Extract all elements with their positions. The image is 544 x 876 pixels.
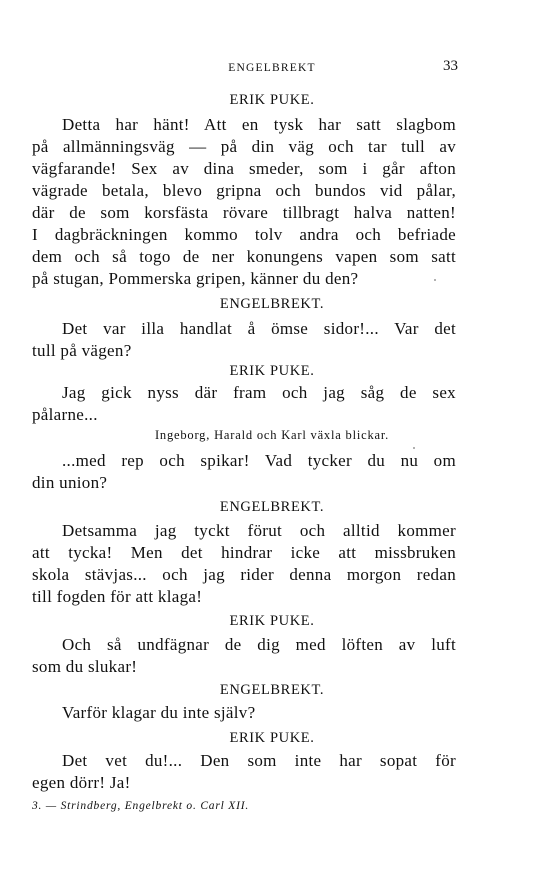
dialogue-line: till fogden för att klaga! [32, 587, 203, 606]
dialogue-line: Och så undfägnar de dig med löften av luft [62, 635, 456, 654]
dialogue-line: I dagbräckningen kommo tolv andra och befriade [32, 225, 456, 244]
dialogue-line: din union? [32, 473, 108, 492]
speaker-label: ERIK PUKE. [229, 730, 315, 746]
stage-direction: Ingeborg, Harald och Karl växla blickar. [154, 428, 390, 442]
dialogue-line: Det vet du!... Den som inte har sopat för [62, 751, 456, 770]
dialogue-line: som du slukar! [32, 657, 138, 676]
speaker-label: ERIK PUKE. [229, 363, 315, 379]
print-speck [434, 279, 436, 281]
dialogue-line: Det var illa handlat å ömse sidor!... Var det [62, 319, 456, 338]
dialogue-line: att tycka! Men det hindrar icke att missbruken [32, 543, 456, 562]
dialogue-line: på allmänningsväg — på din väg och tar tull av [32, 137, 456, 156]
dialogue-line: Varför klagar du inte själv? [62, 703, 256, 722]
speaker-label: ENGELBREKT. [219, 296, 325, 312]
dialogue-line: tull på vägen? [32, 341, 132, 360]
dialogue-line: vägfarande! Sex av dina smeder, som i går afton [32, 159, 456, 178]
dialogue-line: egen dörr! Ja! [32, 773, 131, 792]
speaker-label: ENGELBREKT. [219, 682, 325, 698]
page-number: 33 [443, 58, 458, 74]
running-header-title: ENGELBREKT [228, 62, 316, 74]
speaker-label: ERIK PUKE. [229, 92, 315, 108]
print-speck [413, 447, 415, 449]
dialogue-line: Jag gick nyss där fram och jag såg de sex [62, 383, 456, 402]
dialogue-line: ...med rep och spikar! Vad tycker du nu om [62, 451, 456, 470]
dialogue-line: på stugan, Pommerska gripen, känner du den? [32, 269, 359, 288]
signature-footer: 3. — Strindberg, Engelbrekt o. Carl XII. [32, 800, 250, 812]
dialogue-line: Detta har hänt! Att en tysk har satt slagbom [62, 115, 456, 134]
speaker-label: ENGELBREKT. [219, 499, 325, 515]
speaker-label: ERIK PUKE. [229, 613, 315, 629]
dialogue-line: vägrade betala, blevo gripna och bundos vid pålar, [32, 181, 456, 200]
dialogue-line: skola stävjas... och jag rider denna morgon redan [32, 565, 456, 584]
dialogue-line: dem och så togo de ner konungens vapen som satt [32, 247, 456, 266]
dialogue-line: där de som korsfästa rövare tillbragt halva natten! [32, 203, 456, 222]
dialogue-line: Detsamma jag tyckt förut och alltid kommer [62, 521, 456, 540]
dialogue-line: pålarne... [32, 405, 98, 424]
